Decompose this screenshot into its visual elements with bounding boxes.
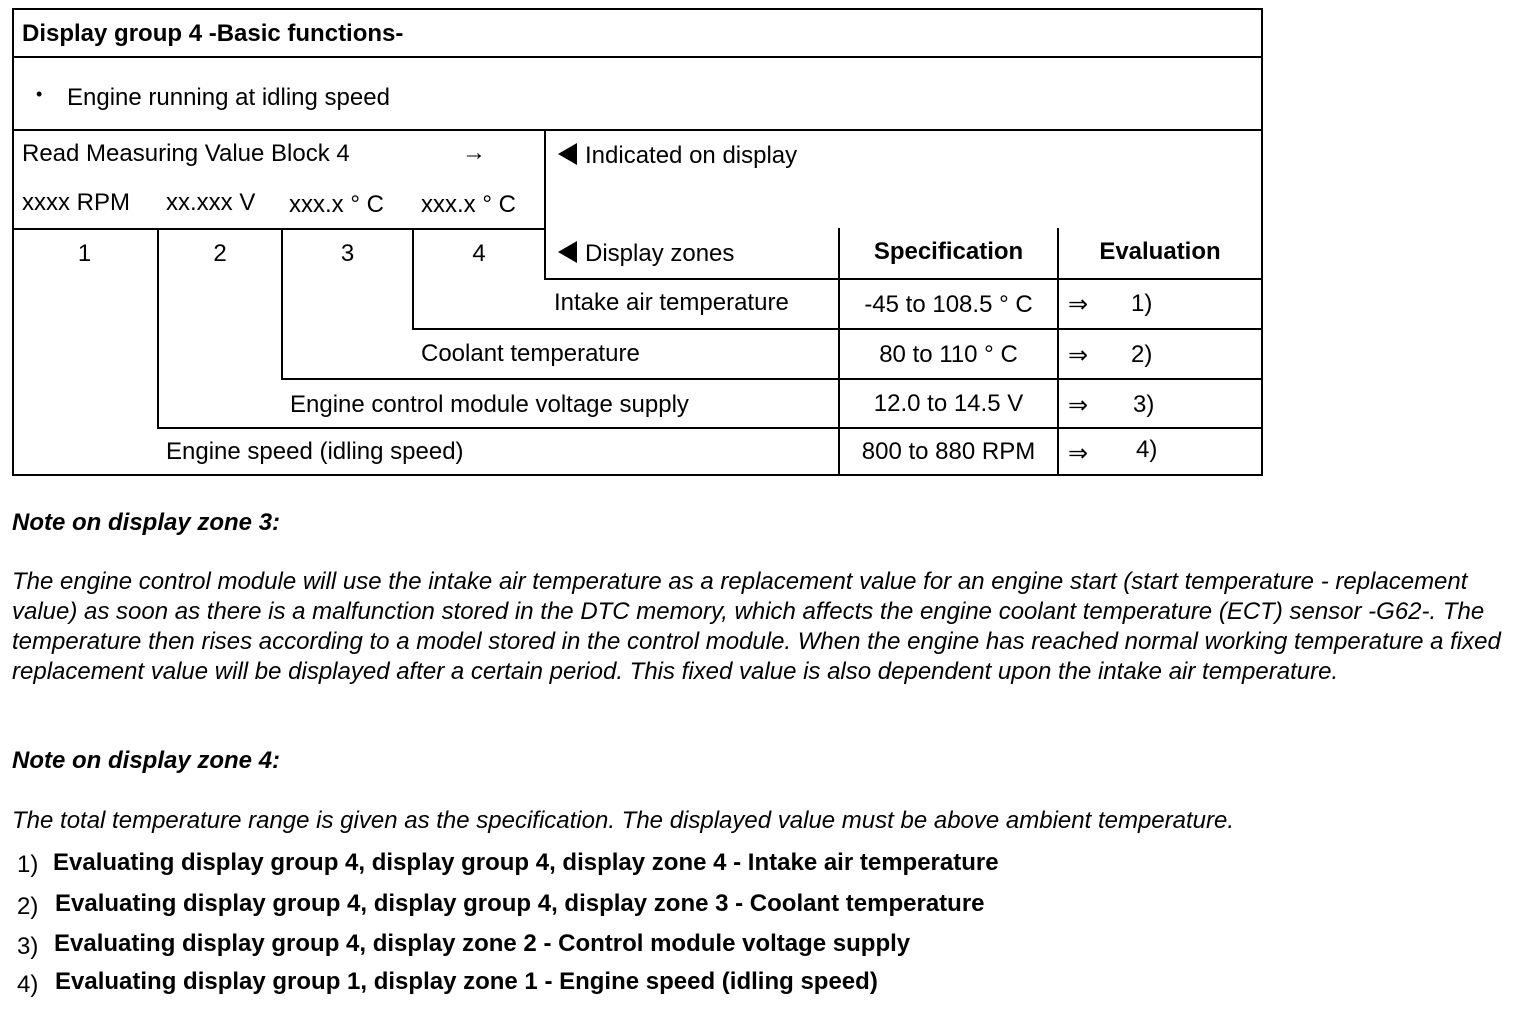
evaluation-header: Evaluation [1099, 238, 1221, 265]
display-zones-header [558, 240, 734, 268]
display-group-title: Display group 4 -Basic functions- [22, 20, 404, 47]
row-voltage-spec: 12.0 to 14.5 V [873, 390, 1024, 417]
measuring-block-label: Read Measuring Value Block 4 [22, 140, 350, 167]
footnote-3-text[interactable]: Evaluating display group 4, display zone 2 - Control module voltage supply [54, 930, 911, 957]
footnote-4-num: 4) [17, 971, 39, 998]
row-engine-speed-ref[interactable]: 4) [1136, 436, 1158, 463]
zone-number-4: 4 [472, 240, 486, 267]
footnote-2-text[interactable]: Evaluating display group 4, display group 4, display zone 3 - Coolant temperature [55, 890, 985, 917]
footnote-2-num: 2) [17, 893, 39, 920]
zone-number-2: 2 [213, 240, 227, 267]
row-voltage-arrow: ⇒ [1068, 392, 1089, 419]
condition-text: Engine running at idling speed [67, 84, 390, 111]
display-zones-label: Display zones [585, 240, 735, 267]
note-zone-3-body: The engine control module will use the intake air temperature as a replacement value for an engine start (start temperature - replacement value) as soon as there is a malfunction stored in the DTC memory, which affects the engine coolant temperature (ECT) sensor -G62-. The temperature then rises according to a model stored in the control module. When the engine has reached normal working temperature a fixed replacement value will be displayed after a certain period. This fixed value is also dependent upon the intake air temperature. [12, 568, 1501, 685]
row-intake-air-spec: -45 to 108.5 ° C [864, 291, 1033, 318]
format-zone-3: xxx.x ° C [289, 191, 384, 218]
row-intake-air-name: Intake air temperature [554, 289, 789, 316]
row-voltage-ref[interactable]: 3) [1133, 391, 1155, 418]
row-engine-speed-spec: 800 to 880 RPM [861, 438, 1036, 465]
bullet: • [36, 84, 43, 104]
indicated-label: Indicated on display [585, 142, 798, 169]
footnote-1-num: 1) [17, 851, 39, 878]
format-zone-2: xx.xxx V [166, 189, 256, 216]
row-engine-speed-arrow: ⇒ [1068, 440, 1089, 467]
note-zone-4-body: The total temperature range is given as the specification. The displayed value must be above ambient temperature. [12, 807, 1235, 834]
row-coolant-spec: 80 to 110 ° C [879, 341, 1018, 368]
zone-number-3: 3 [340, 240, 355, 267]
specification-header: Specification [873, 238, 1024, 265]
footnote-1-text[interactable]: Evaluating display group 4, display group 4, display zone 4 - Intake air temperature [53, 849, 999, 876]
row-intake-air-ref[interactable]: 1) [1131, 290, 1153, 317]
row-intake-air-arrow: ⇒ [1068, 291, 1089, 318]
note-zone-3-heading: Note on display zone 3: [12, 509, 281, 536]
indicated-on-display [558, 142, 797, 170]
footnote-3-num: 3) [17, 933, 39, 960]
row-coolant-name: Coolant temperature [421, 340, 640, 367]
row-voltage-name: Engine control module voltage supply [290, 391, 689, 418]
triangle-left-icon [558, 241, 577, 263]
row-engine-speed-name: Engine speed (idling speed) [166, 438, 464, 465]
arrow-right-icon: → [462, 139, 486, 166]
format-zone-4: xxx.x ° C [421, 191, 516, 218]
note-zone-4-heading: Note on display zone 4: [12, 747, 281, 774]
footnote-4-text[interactable]: Evaluating display group 1, display zone 1 - Engine speed (idling speed) [55, 968, 878, 995]
triangle-left-icon [558, 143, 577, 165]
row-coolant-arrow: ⇒ [1068, 342, 1089, 369]
row-coolant-ref[interactable]: 2) [1131, 341, 1153, 368]
zone-number-1: 1 [77, 240, 92, 267]
format-zone-1: xxxx RPM [22, 189, 130, 216]
